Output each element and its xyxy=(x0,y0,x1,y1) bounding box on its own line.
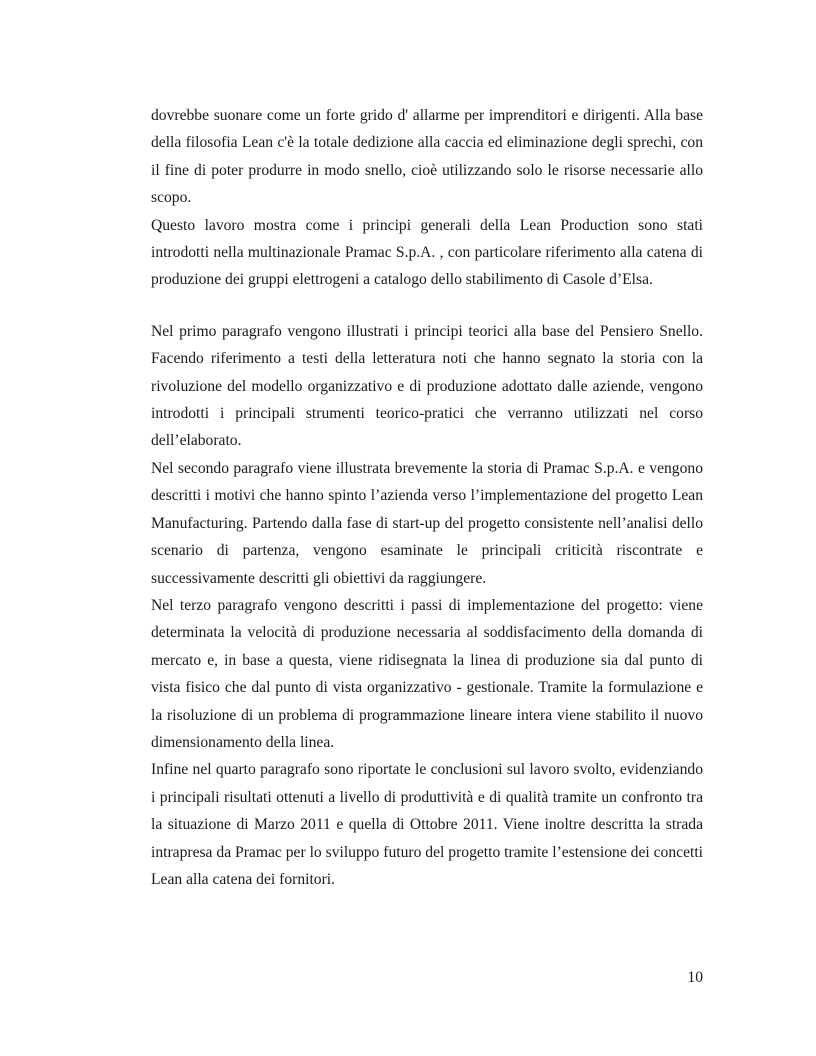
body-text xyxy=(151,102,703,893)
paragraph-lean-philosophy: dovrebbe suonare come un forte grido d' allarme per imprenditori e dirigenti. Alla base della filosofia Lean c'è la totale dedizione alla caccia ed eliminazione degli sprechi, con il fine di poter produrre in modo snello, cioè utilizzando solo le risorse necessarie allo scopo. xyxy=(151,107,703,207)
paragraph-second-section: Nel secondo paragrafo viene illustrata brevemente la storia di Pramac S.p.A. e vengono descritti i motivi che hanno spinto l’azienda verso l’implementazione del progetto Lean Manufacturing. Partendo dalla fase di start-up del progetto consistente nell’analisi dello scenario di partenza, vengono esaminate le principali criticità riscontrate e successivamente descritti gli obiettivi da raggiungere. xyxy=(151,459,703,587)
paragraph-work-overview: Questo lavoro mostra come i principi generali della Lean Production sono stati introdotti nella multinazionale Pramac S.p.A. , con particolare riferimento alla catena di produzione dei gruppi elettrogeni a catalogo dello stabilimento di Casole d’Elsa. xyxy=(151,216,703,289)
paragraph-first-section: Nel primo paragrafo vengono illustrati i principi teorici alla base del Pensiero Snello. Facendo riferimento a testi della letteratura noti che hanno segnato la storia con la rivoluzione del modello organizzativo e di produzione adottato dalle aziende, vengono introdotti i principali strumenti teorico-pratici che verranno utilizzati nel corso dell’elaborato. xyxy=(151,322,703,450)
page-number: 10 xyxy=(687,969,703,986)
paragraph-fourth-section: Infine nel quarto paragrafo sono riportate le conclusioni sul lavoro svolto, evidenziando i principali risultati ottenuti a livello di produttività e di qualità tramite un confronto tra la situazione di Marzo 2011 e quella di Ottobre 2011. Viene inoltre descritta la strada intrapresa da Pramac per lo sviluppo futuro del progetto tramite l’estensione dei concetti Lean alla catena dei fornitori. xyxy=(151,761,703,888)
paragraph-third-section: Nel terzo paragrafo vengono descritti i passi di implementazione del progetto: viene determinata la velocità di produzione necessaria al soddisfacimento della domanda di mercato e, in base a questa, viene ridisegnata la linea di produzione sia dal punto di vista fisico che dal punto di vista organizzativo - gestionale. Tramite la formulazione e la risoluzione di un problema di programmazione lineare intera viene stabilito il nuovo dimensionamento della linea. xyxy=(151,596,703,751)
